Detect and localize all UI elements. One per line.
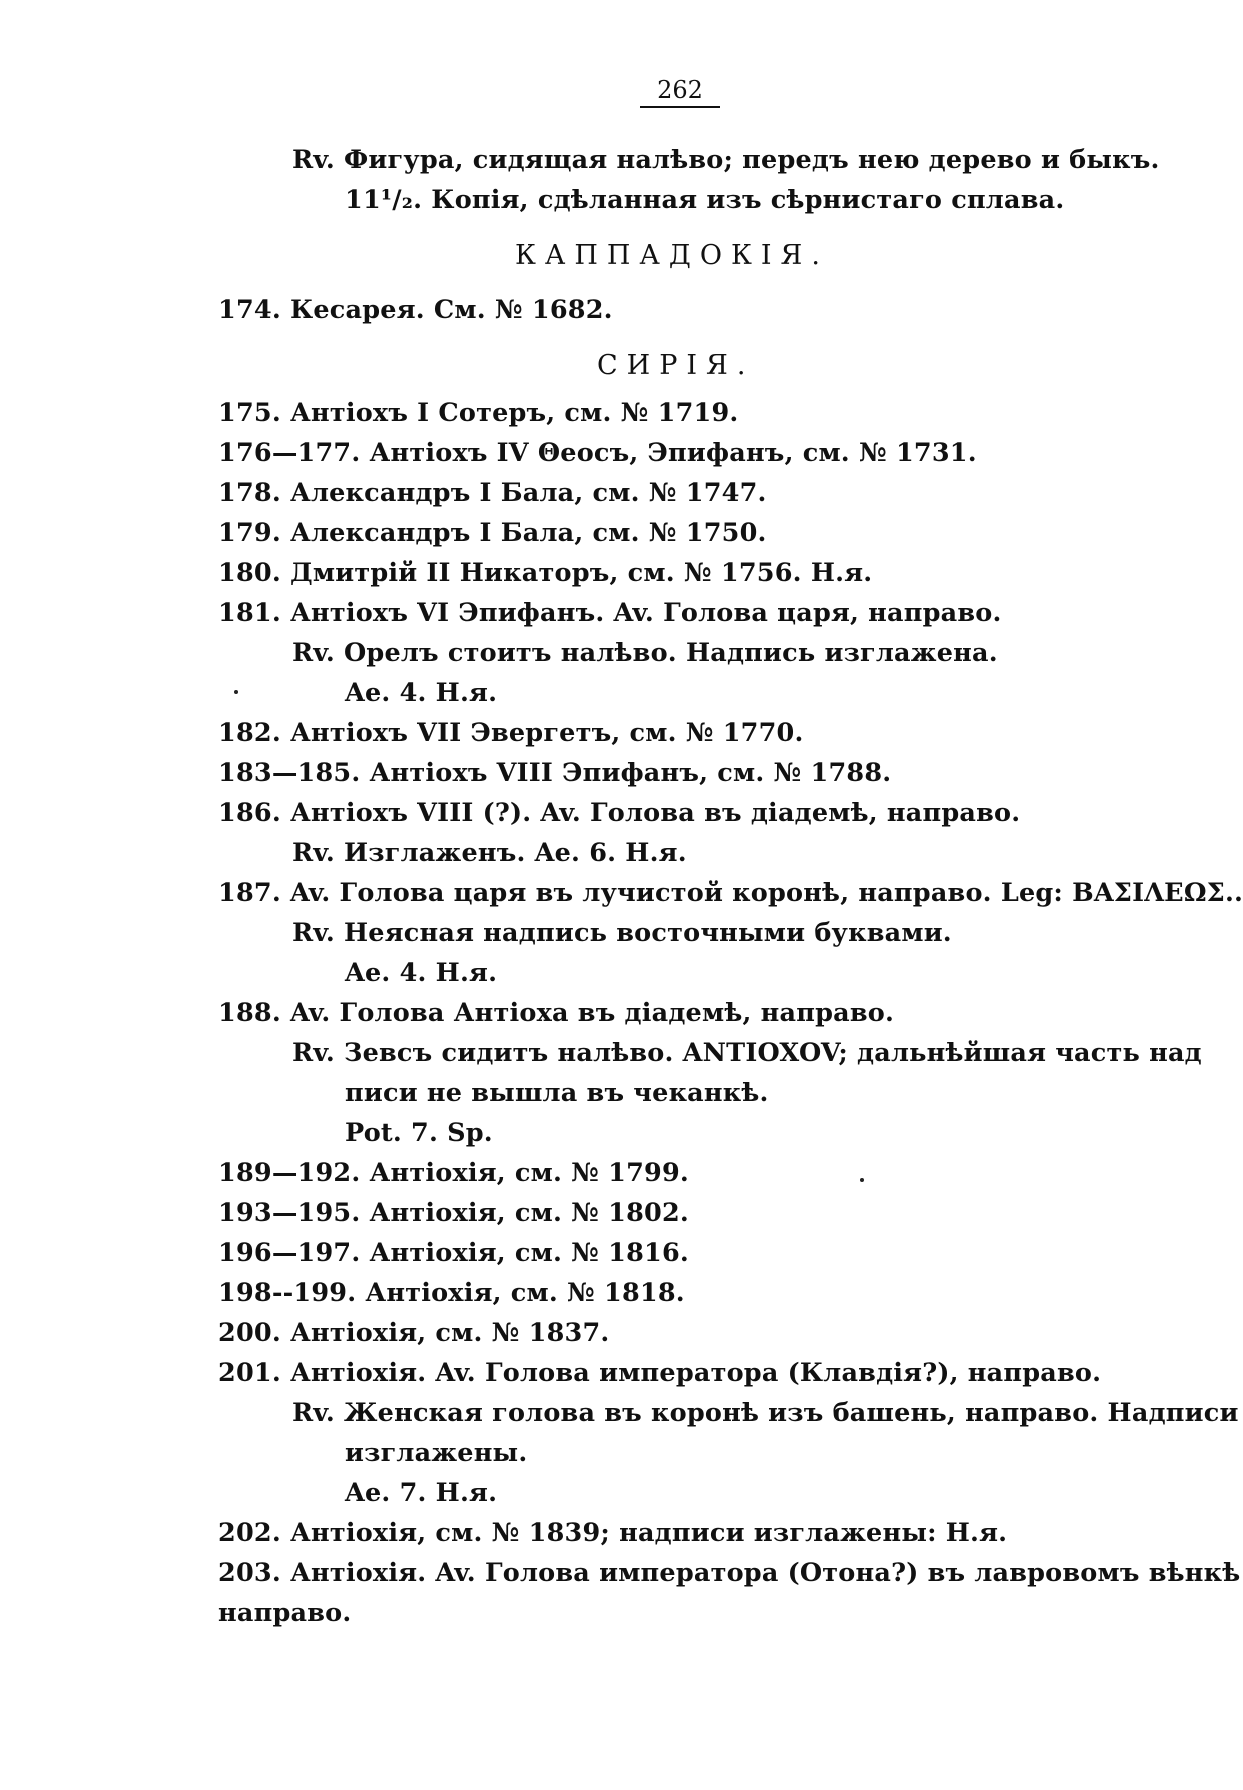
- catalog-entry: 175. Антіохъ I Сотеръ, см. № 1719.: [218, 398, 739, 428]
- entry-continuation: Rv. Неясная надпись восточными буквами.: [292, 918, 952, 948]
- catalog-entry: 178. Александръ I Бала, см. № 1747.: [218, 478, 767, 508]
- entry-continuation: направо.: [218, 1598, 352, 1628]
- entry-continuation: изглажены.: [345, 1438, 528, 1468]
- entry-continuation: Ae. 4. Н.я.: [345, 958, 498, 988]
- catalog-entry: 198--199. Антіохія, см. № 1818.: [218, 1278, 685, 1308]
- entry-continuation: Ae. 7. Н.я.: [345, 1478, 498, 1508]
- entry-continuation: Rv. Зевсъ сидитъ налѣво. ANTIOXOV; дальнѣйшая часть над: [292, 1038, 1202, 1068]
- entry-continuation: Rv. Женская голова въ коронѣ изъ башень, направо. Надписи: [292, 1398, 1239, 1428]
- entry-continuation: Rv. Орелъ стоитъ налѣво. Надпись изглажена.: [292, 638, 998, 668]
- section-heading-cappadocia: КАППАДОКІЯ.: [515, 240, 829, 271]
- stray-mark: [860, 1178, 864, 1182]
- catalog-entry: 188. Av. Голова Антіоха въ діадемѣ, направо.: [218, 998, 895, 1028]
- catalog-entry: 174. Кесарея. См. № 1682.: [218, 295, 613, 325]
- catalog-entry: 182. Антіохъ VII Эвергетъ, см. № 1770.: [218, 718, 804, 748]
- catalog-entry: 187. Av. Голова царя въ лучистой коронѣ, направо. Leg: ΒΑΣΙΛΕΩΣ..: [218, 878, 1243, 908]
- catalog-entry: 186. Антіохъ VIII (?). Av. Голова въ діадемѣ, направо.: [218, 798, 1021, 828]
- catalog-entry: 179. Александръ I Бала, см. № 1750.: [218, 518, 767, 548]
- catalog-entry: 183—185. Антіохъ VIII Эпифанъ, см. № 1788.: [218, 758, 892, 788]
- catalog-entry: 200. Антіохія, см. № 1837.: [218, 1318, 610, 1348]
- page-number: 262: [640, 76, 720, 108]
- catalog-entry: 189—192. Антіохія, см. № 1799.: [218, 1158, 690, 1188]
- entry-continuation: Ae. 4. Н.я.: [345, 678, 498, 708]
- text-line: 11¹/₂. Копія, сдѣланная изъ сѣрнистаго сплава.: [345, 185, 1065, 215]
- entry-continuation: Pot. 7. Sp.: [345, 1118, 493, 1148]
- catalog-entry: 203. Антіохія. Av. Голова императора (Отона?) въ лавровомъ вѣнкѣ: [218, 1558, 1241, 1588]
- catalog-entry: 196—197. Антіохія, см. № 1816.: [218, 1238, 690, 1268]
- entry-continuation: писи не вышла въ чеканкѣ.: [345, 1078, 769, 1108]
- section-heading-syria: СИРІЯ.: [597, 350, 755, 381]
- text-line: Rv. Фигура, сидящая налѣво; передъ нею дерево и быкъ.: [292, 145, 1160, 175]
- catalog-entry: 193—195. Антіохія, см. № 1802.: [218, 1198, 690, 1228]
- catalog-entry: 201. Антіохія. Av. Голова императора (Клавдія?), направо.: [218, 1358, 1102, 1388]
- catalog-entry: 202. Антіохія, см. № 1839; надписи изглажены: Н.я.: [218, 1518, 1008, 1548]
- catalog-entry: 176—177. Антіохъ IV Θеосъ, Эпифанъ, см. № 1731.: [218, 438, 977, 468]
- catalog-entry: 180. Дмитрій II Никаторъ, см. № 1756. Н.я.: [218, 558, 873, 588]
- stray-mark: [234, 690, 238, 694]
- catalog-entry: 181. Антіохъ VI Эпифанъ. Av. Голова царя, направо.: [218, 598, 1002, 628]
- entry-continuation: Rv. Изглаженъ. Ae. 6. Н.я.: [292, 838, 687, 868]
